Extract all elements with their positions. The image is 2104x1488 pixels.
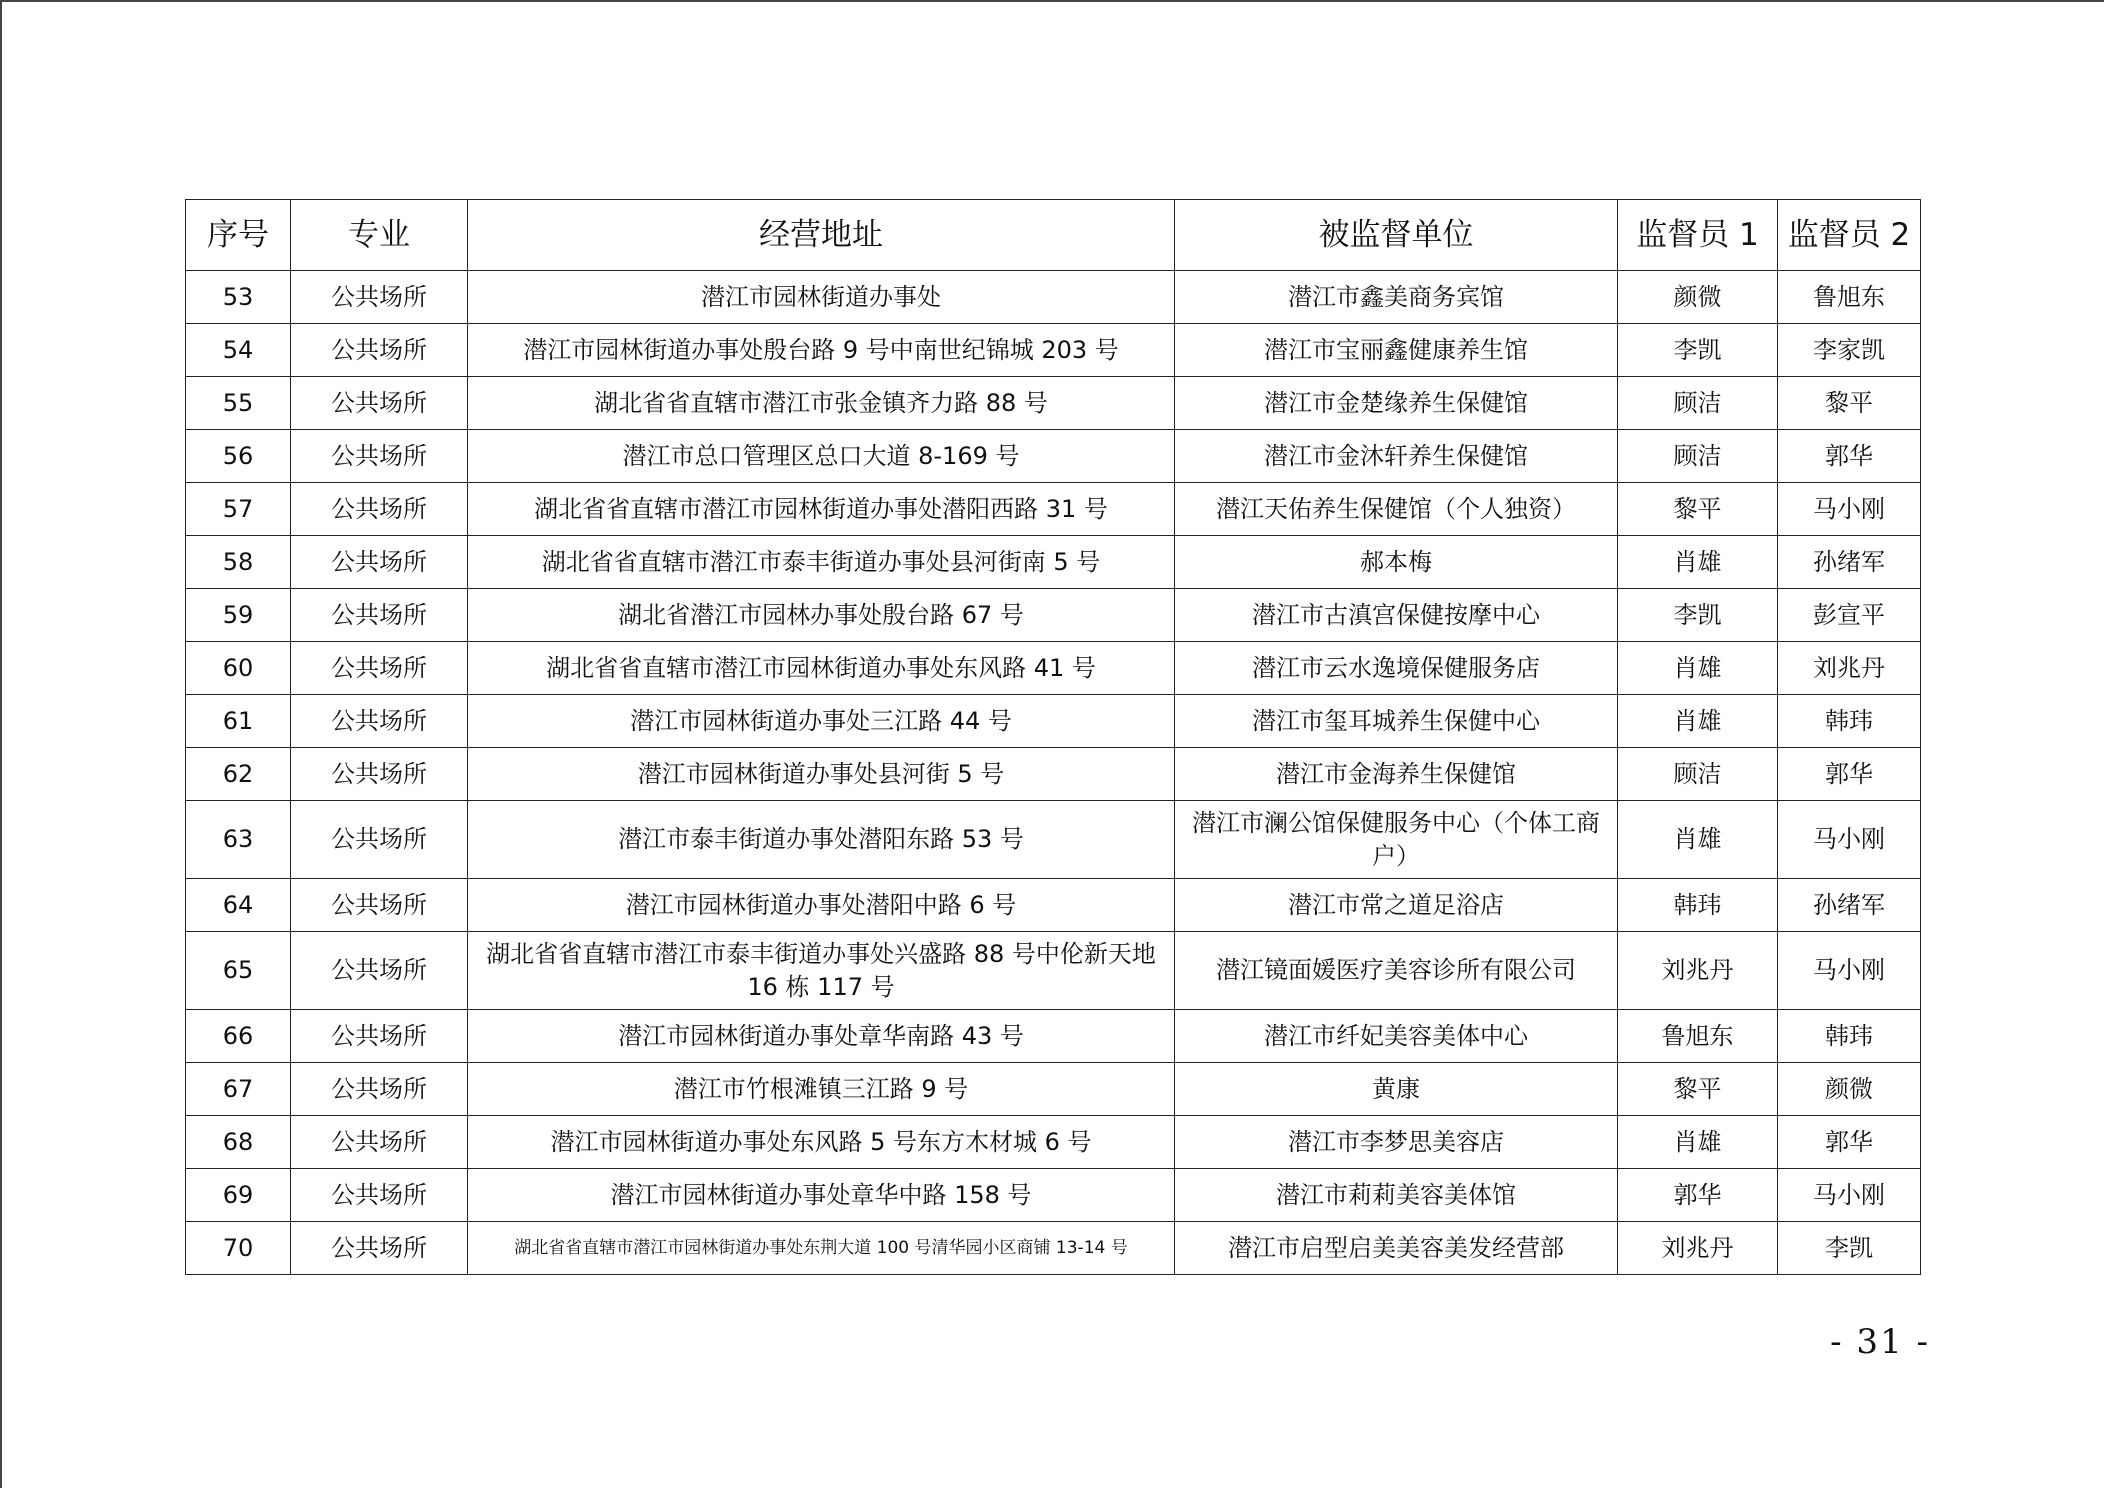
cell-index: 68 — [186, 1116, 291, 1169]
cell-inspector-2: 黎平 — [1778, 377, 1921, 430]
table-row — [186, 748, 1921, 801]
cell-index: 57 — [186, 483, 291, 536]
cell-unit: 潜江市宝丽鑫健康养生馆 — [1175, 324, 1618, 377]
cell-index: 59 — [186, 589, 291, 642]
cell-address: 潜江市园林街道办事处章华南路 43 号 — [468, 1010, 1175, 1063]
table-row — [186, 377, 1921, 430]
cell-category: 公共场所 — [291, 324, 468, 377]
cell-address: 潜江市园林街道办事处东风路 5 号东方木材城 6 号 — [468, 1116, 1175, 1169]
table-row — [186, 642, 1921, 695]
page-number: - 31 - — [1830, 1322, 1930, 1362]
header-category: 专业 — [291, 200, 468, 271]
cell-inspector-2: 郭华 — [1778, 1116, 1921, 1169]
cell-inspector-1: 肖雄 — [1618, 801, 1778, 879]
cell-inspector-1: 黎平 — [1618, 483, 1778, 536]
cell-inspector-1: 刘兆丹 — [1618, 932, 1778, 1010]
cell-category: 公共场所 — [291, 1222, 468, 1275]
table-row — [186, 324, 1921, 377]
cell-category: 公共场所 — [291, 377, 468, 430]
cell-inspector-2: 马小刚 — [1778, 932, 1921, 1010]
cell-index: 56 — [186, 430, 291, 483]
cell-address: 潜江市园林街道办事处 — [468, 271, 1175, 324]
cell-index: 53 — [186, 271, 291, 324]
cell-unit: 潜江市李梦思美容店 — [1175, 1116, 1618, 1169]
cell-index: 64 — [186, 879, 291, 932]
cell-index: 65 — [186, 932, 291, 1010]
page-top-border — [0, 0, 2104, 2]
cell-category: 公共场所 — [291, 748, 468, 801]
table-row — [186, 1169, 1921, 1222]
page-left-border — [0, 0, 2, 1488]
cell-address: 湖北省省直辖市潜江市泰丰街道办事处县河街南 5 号 — [468, 536, 1175, 589]
cell-inspector-2: 孙绪军 — [1778, 536, 1921, 589]
header-inspector-1: 监督员 1 — [1618, 200, 1778, 271]
cell-inspector-1: 顾洁 — [1618, 748, 1778, 801]
cell-address: 潜江市园林街道办事处章华中路 158 号 — [468, 1169, 1175, 1222]
cell-inspector-1: 郭华 — [1618, 1169, 1778, 1222]
cell-inspector-2: 李家凯 — [1778, 324, 1921, 377]
table-row — [186, 1116, 1921, 1169]
cell-inspector-1: 颜微 — [1618, 271, 1778, 324]
table-row — [186, 695, 1921, 748]
cell-inspector-1: 鲁旭东 — [1618, 1010, 1778, 1063]
cell-inspector-2: 郭华 — [1778, 430, 1921, 483]
cell-index: 70 — [186, 1222, 291, 1275]
cell-unit: 潜江市云水逸境保健服务店 — [1175, 642, 1618, 695]
cell-category: 公共场所 — [291, 1169, 468, 1222]
cell-category: 公共场所 — [291, 695, 468, 748]
table-row — [186, 879, 1921, 932]
cell-index: 54 — [186, 324, 291, 377]
cell-address: 潜江市园林街道办事处潜阳中路 6 号 — [468, 879, 1175, 932]
cell-unit: 潜江市常之道足浴店 — [1175, 879, 1618, 932]
table-row — [186, 1063, 1921, 1116]
cell-inspector-2: 孙绪军 — [1778, 879, 1921, 932]
cell-address: 潜江市园林街道办事处殷台路 9 号中南世纪锦城 203 号 — [468, 324, 1175, 377]
cell-category: 公共场所 — [291, 932, 468, 1010]
cell-inspector-2: 马小刚 — [1778, 483, 1921, 536]
cell-inspector-2: 彭宣平 — [1778, 589, 1921, 642]
cell-index: 60 — [186, 642, 291, 695]
cell-inspector-1: 肖雄 — [1618, 695, 1778, 748]
cell-category: 公共场所 — [291, 1063, 468, 1116]
cell-inspector-2: 马小刚 — [1778, 801, 1921, 879]
cell-inspector-1: 李凯 — [1618, 589, 1778, 642]
cell-unit: 潜江天佑养生保健馆（个人独资） — [1175, 483, 1618, 536]
cell-inspector-1: 李凯 — [1618, 324, 1778, 377]
cell-category: 公共场所 — [291, 642, 468, 695]
table-row — [186, 801, 1921, 879]
cell-index: 66 — [186, 1010, 291, 1063]
cell-inspector-2: 郭华 — [1778, 748, 1921, 801]
cell-unit: 潜江市鑫美商务宾馆 — [1175, 271, 1618, 324]
table-row — [186, 483, 1921, 536]
cell-unit: 黄康 — [1175, 1063, 1618, 1116]
cell-index: 69 — [186, 1169, 291, 1222]
cell-inspector-1: 肖雄 — [1618, 1116, 1778, 1169]
cell-inspector-2: 颜微 — [1778, 1063, 1921, 1116]
cell-unit: 潜江市莉莉美容美体馆 — [1175, 1169, 1618, 1222]
table-header-row — [186, 200, 1921, 271]
cell-address: 潜江市总口管理区总口大道 8-169 号 — [468, 430, 1175, 483]
header-inspector-2: 监督员 2 — [1778, 200, 1921, 271]
cell-category: 公共场所 — [291, 430, 468, 483]
cell-address: 潜江市泰丰街道办事处潜阳东路 53 号 — [468, 801, 1175, 879]
cell-inspector-1: 黎平 — [1618, 1063, 1778, 1116]
cell-inspector-1: 韩玮 — [1618, 879, 1778, 932]
cell-category: 公共场所 — [291, 589, 468, 642]
cell-unit: 潜江市古滇宫保健按摩中心 — [1175, 589, 1618, 642]
cell-address: 潜江市园林街道办事处三江路 44 号 — [468, 695, 1175, 748]
cell-unit: 潜江市金海养生保健馆 — [1175, 748, 1618, 801]
table-row — [186, 589, 1921, 642]
table-row — [186, 271, 1921, 324]
cell-inspector-2: 刘兆丹 — [1778, 642, 1921, 695]
cell-category: 公共场所 — [291, 801, 468, 879]
cell-address: 湖北省省直辖市潜江市泰丰街道办事处兴盛路 88 号中伦新天地 16 栋 117 号 — [468, 932, 1175, 1010]
cell-address: 湖北省潜江市园林办事处殷台路 67 号 — [468, 589, 1175, 642]
table-row — [186, 430, 1921, 483]
table-row — [186, 1010, 1921, 1063]
table-row — [186, 932, 1921, 1010]
cell-category: 公共场所 — [291, 483, 468, 536]
header-index: 序号 — [186, 200, 291, 271]
cell-unit: 潜江镜面媛医疗美容诊所有限公司 — [1175, 932, 1618, 1010]
cell-category: 公共场所 — [291, 1010, 468, 1063]
cell-address: 湖北省省直辖市潜江市园林街道办事处东荆大道 100 号清华园小区商铺 13-14 号 — [468, 1222, 1175, 1275]
cell-unit: 潜江市玺耳城养生保健中心 — [1175, 695, 1618, 748]
cell-index: 61 — [186, 695, 291, 748]
table-row — [186, 536, 1921, 589]
cell-index: 63 — [186, 801, 291, 879]
cell-unit: 郝本梅 — [1175, 536, 1618, 589]
cell-category: 公共场所 — [291, 879, 468, 932]
header-unit: 被监督单位 — [1175, 200, 1618, 271]
cell-inspector-2: 马小刚 — [1778, 1169, 1921, 1222]
cell-inspector-1: 肖雄 — [1618, 536, 1778, 589]
cell-index: 55 — [186, 377, 291, 430]
cell-unit: 潜江市纤妃美容美体中心 — [1175, 1010, 1618, 1063]
cell-index: 58 — [186, 536, 291, 589]
cell-address: 潜江市竹根滩镇三江路 9 号 — [468, 1063, 1175, 1116]
cell-inspector-1: 肖雄 — [1618, 642, 1778, 695]
cell-index: 67 — [186, 1063, 291, 1116]
header-address: 经营地址 — [468, 200, 1175, 271]
cell-inspector-2: 鲁旭东 — [1778, 271, 1921, 324]
supervision-table — [185, 199, 1921, 1275]
cell-inspector-1: 顾洁 — [1618, 430, 1778, 483]
cell-inspector-1: 刘兆丹 — [1618, 1222, 1778, 1275]
cell-inspector-2: 韩玮 — [1778, 695, 1921, 748]
cell-inspector-1: 顾洁 — [1618, 377, 1778, 430]
cell-index: 62 — [186, 748, 291, 801]
cell-unit: 潜江市澜公馆保健服务中心（个体工商户） — [1175, 801, 1618, 879]
cell-category: 公共场所 — [291, 536, 468, 589]
cell-unit: 潜江市金楚缘养生保健馆 — [1175, 377, 1618, 430]
cell-address: 湖北省省直辖市潜江市园林街道办事处潜阳西路 31 号 — [468, 483, 1175, 536]
cell-category: 公共场所 — [291, 1116, 468, 1169]
cell-address: 湖北省省直辖市潜江市园林街道办事处东风路 41 号 — [468, 642, 1175, 695]
table-row — [186, 1222, 1921, 1275]
cell-unit: 潜江市启型启美美容美发经营部 — [1175, 1222, 1618, 1275]
cell-category: 公共场所 — [291, 271, 468, 324]
cell-address: 潜江市园林街道办事处县河街 5 号 — [468, 748, 1175, 801]
cell-unit: 潜江市金沐轩养生保健馆 — [1175, 430, 1618, 483]
cell-inspector-2: 李凯 — [1778, 1222, 1921, 1275]
cell-inspector-2: 韩玮 — [1778, 1010, 1921, 1063]
cell-address: 湖北省省直辖市潜江市张金镇齐力路 88 号 — [468, 377, 1175, 430]
